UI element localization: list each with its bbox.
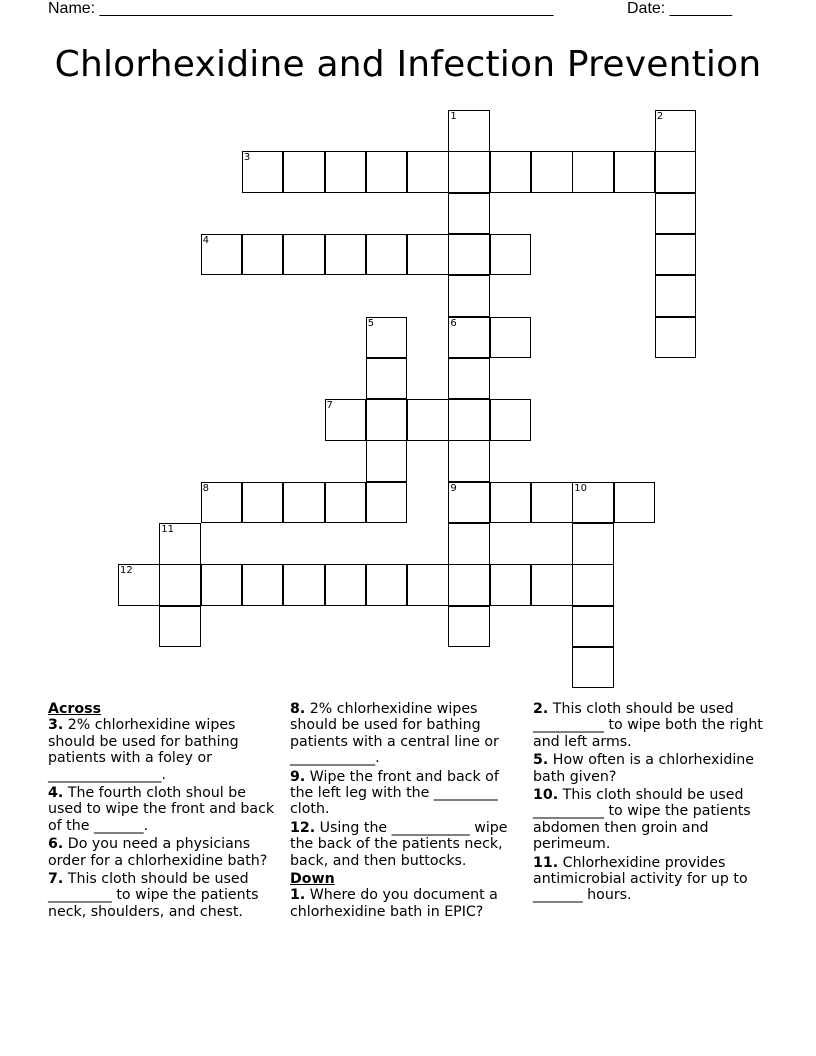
clue-across-8: 8. 2% chlorhexidine wipes should be used for bathing patients with a central line or ____________. <box>290 701 499 767</box>
grid-cell[interactable] <box>448 440 490 482</box>
grid-cell[interactable] <box>448 275 490 317</box>
grid-cell[interactable] <box>490 234 532 276</box>
grid-cell[interactable] <box>325 482 367 524</box>
grid-cell[interactable] <box>242 151 284 193</box>
clue-down-2: 2. This cloth should be used __________ to wipe both the right and left arms. <box>533 701 763 750</box>
grid-cell[interactable] <box>655 151 697 193</box>
clue-across-12: 12. Using the ___________ wipe the back of the patients neck, back, and then buttocks. <box>290 819 508 869</box>
grid-cell[interactable] <box>655 317 697 359</box>
grid-cell[interactable] <box>283 234 325 276</box>
grid-cell[interactable] <box>283 482 325 524</box>
grid-cell[interactable] <box>572 564 614 606</box>
grid-cell[interactable] <box>572 523 614 565</box>
grid-cell[interactable] <box>407 234 449 276</box>
clue-number: 6 <box>450 317 457 329</box>
clue-down-11: 11. Chlorhexidine provides antimicrobial activity for up to _______ hours. <box>533 854 748 904</box>
grid-cell[interactable] <box>448 358 490 400</box>
clue-down-10: 10. This cloth should be used __________ to wipe the patients abdomen then groin and perimeum. <box>533 787 751 853</box>
grid-cell[interactable] <box>242 482 284 524</box>
grid-cell[interactable] <box>242 234 284 276</box>
grid-cell[interactable] <box>531 151 573 193</box>
grid-cell[interactable] <box>201 564 243 606</box>
grid-cell[interactable] <box>366 482 408 524</box>
grid-cell[interactable] <box>490 317 532 359</box>
clue-column-3 <box>533 701 773 906</box>
grid-cell[interactable] <box>325 234 367 276</box>
grid-cell[interactable] <box>448 564 490 606</box>
grid-cell[interactable] <box>490 482 532 524</box>
across-heading: Across <box>48 701 102 717</box>
clue-number: 8 <box>202 482 209 494</box>
clue-number: 1 <box>450 111 457 122</box>
grid-cell[interactable] <box>490 564 532 606</box>
grid-cell[interactable] <box>448 606 490 648</box>
grid-cell[interactable] <box>572 647 614 689</box>
grid-cell[interactable] <box>283 151 325 193</box>
grid-cell[interactable] <box>366 358 408 400</box>
grid-cell[interactable] <box>572 151 614 193</box>
grid-cell[interactable] <box>159 606 201 648</box>
grid-cell[interactable] <box>159 564 201 606</box>
clue-number: 3 <box>243 152 251 164</box>
clue-down-1: 1. Where do you document a chlorhexidine bath in EPIC? <box>290 887 498 920</box>
grid-cell[interactable] <box>531 482 573 524</box>
grid-cell[interactable] <box>201 482 243 524</box>
clue-number: 7 <box>326 400 333 412</box>
grid-cell[interactable] <box>325 151 367 193</box>
grid-cell[interactable] <box>572 482 614 524</box>
grid-cell[interactable] <box>614 482 656 524</box>
clue-across-9: 9. Wipe the front and back of the left leg with the _________ cloth. <box>290 768 499 818</box>
grid-cell[interactable] <box>531 564 573 606</box>
clue-down-5: 5. How often is a chlorhexidine bath given? <box>533 752 754 785</box>
clue-number: 12 <box>120 565 133 577</box>
grid-cell[interactable] <box>490 399 532 441</box>
grid-cell[interactable] <box>325 399 367 441</box>
clue-across-7: 7. This cloth should be used _________ to wipe the patients neck, shoulders, and chest. <box>48 871 259 920</box>
clue-number: 11 <box>161 524 175 535</box>
grid-cell[interactable] <box>407 151 449 193</box>
grid-cell[interactable] <box>448 523 490 565</box>
page-title: Chlorhexidine and Infection Prevention <box>54 44 762 85</box>
grid-cell[interactable] <box>448 193 490 235</box>
grid-cell[interactable] <box>366 440 408 482</box>
grid-cell[interactable] <box>366 564 408 606</box>
grid-cell[interactable] <box>448 399 490 441</box>
grid-cell[interactable] <box>655 234 697 276</box>
grid-cell[interactable] <box>655 275 697 317</box>
clue-column-2 <box>290 701 526 922</box>
grid-cell[interactable] <box>201 234 243 276</box>
date-label: Date: _______ <box>627 0 732 17</box>
grid-cell[interactable] <box>448 110 490 152</box>
grid-cell[interactable] <box>448 317 490 359</box>
grid-cell[interactable] <box>159 523 201 565</box>
clue-across-6: 6. Do you need a physicians order for a chlorhexidine bath? <box>48 836 268 869</box>
grid-cell[interactable] <box>407 564 449 606</box>
grid-cell[interactable] <box>325 564 367 606</box>
name-label: Name: ___________________________________________________ <box>48 0 554 17</box>
grid-cell[interactable] <box>118 564 160 606</box>
grid-cell[interactable] <box>242 564 284 606</box>
grid-cell[interactable] <box>655 193 697 235</box>
clue-number: 4 <box>202 234 209 246</box>
grid-cell[interactable] <box>490 151 532 193</box>
grid-cell[interactable] <box>448 151 490 193</box>
clue-across-3: 3. 2% chlorhexidine wipes should be used for bathing patients with a foley or ________________. <box>48 717 239 783</box>
grid-cell[interactable] <box>366 234 408 276</box>
clue-across-4: 4. The fourth cloth shoul be used to wipe the front and back of the _______. <box>48 785 275 834</box>
clue-number: 2 <box>656 111 664 122</box>
grid-cell[interactable] <box>366 317 408 359</box>
clue-number: 5 <box>367 317 375 329</box>
grid-cell[interactable] <box>407 399 449 441</box>
grid-cell[interactable] <box>655 110 697 152</box>
grid-cell[interactable] <box>283 564 325 606</box>
grid-cell[interactable] <box>448 234 490 276</box>
clue-number: 10 <box>574 482 588 494</box>
grid-cell[interactable] <box>572 606 614 648</box>
clue-column-1 <box>48 701 282 922</box>
grid-cell[interactable] <box>366 399 408 441</box>
grid-cell[interactable] <box>614 151 656 193</box>
grid-cell[interactable] <box>448 482 490 524</box>
clue-number: 9 <box>450 482 457 494</box>
grid-cell[interactable] <box>366 151 408 193</box>
down-heading: Down <box>290 871 335 888</box>
